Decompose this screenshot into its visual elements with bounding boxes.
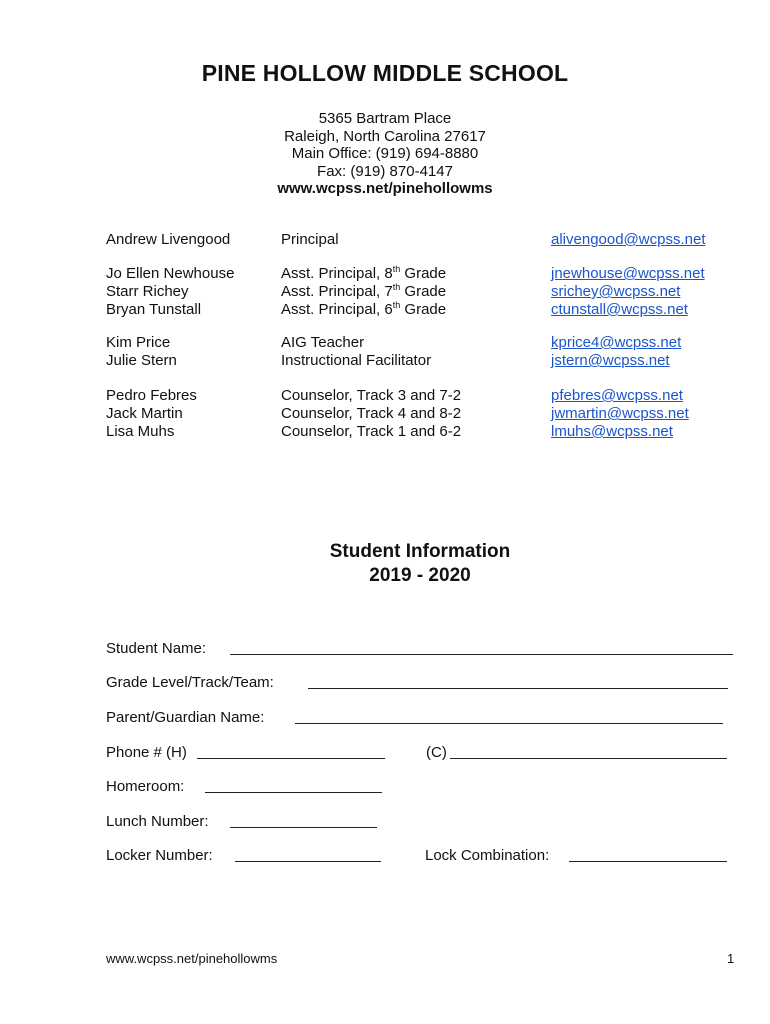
cell-phone-label: (C) xyxy=(426,744,447,761)
staff-email-link[interactable]: jnewhouse@wcpss.net xyxy=(551,265,705,282)
parent-name-label: Parent/Guardian Name: xyxy=(106,709,265,726)
staff-email-link[interactable]: jwmartin@wcpss.net xyxy=(551,405,689,422)
school-address-block xyxy=(0,110,770,198)
address-line-2: Raleigh, North Carolina 27617 xyxy=(284,127,486,145)
staff-title: Asst. Principal, 8th Grade xyxy=(281,264,447,282)
staff-title: Counselor, Track 4 and 8-2 xyxy=(281,405,462,422)
staff-title: Instructional Facilitator xyxy=(281,352,432,369)
staff-email-link[interactable]: kprice4@wcpss.net xyxy=(551,334,682,351)
staff-name: Pedro Febres xyxy=(106,387,197,404)
parent-name-field[interactable] xyxy=(295,723,723,724)
lunch-number-field[interactable] xyxy=(230,827,377,828)
staff-title: Principal xyxy=(281,231,339,248)
staff-name: Starr Richey xyxy=(106,283,189,300)
home-phone-label: Phone # (H) xyxy=(106,744,187,761)
staff-title: Asst. Principal, 7th Grade xyxy=(281,282,447,300)
locker-number-label: Locker Number: xyxy=(106,847,213,864)
staff-name: Lisa Muhs xyxy=(106,423,175,440)
main-office-phone: Main Office: (919) 694-8880 xyxy=(291,145,479,163)
grade-level-field[interactable] xyxy=(308,688,728,689)
fax-number: Fax: (919) 870-4147 xyxy=(317,162,453,180)
grade-level-label: Grade Level/Track/Team: xyxy=(106,674,274,691)
lock-combination-field[interactable] xyxy=(569,861,727,862)
staff-email-link[interactable]: ctunstall@wcpss.net xyxy=(551,301,688,318)
staff-title: AIG Teacher xyxy=(281,334,365,351)
school-year: 2019 - 2020 xyxy=(369,565,471,586)
page-number: 1 xyxy=(727,951,735,966)
lock-combination-label: Lock Combination: xyxy=(425,847,550,864)
staff-name: Andrew Livengood xyxy=(106,231,231,248)
cell-phone-field[interactable] xyxy=(450,758,727,759)
staff-name: Kim Price xyxy=(106,334,171,351)
staff-email-link[interactable]: jstern@wcpss.net xyxy=(551,352,670,369)
lunch-number-label: Lunch Number: xyxy=(106,813,209,830)
student-name-label: Student Name: xyxy=(106,640,207,657)
staff-name: Jo Ellen Newhouse xyxy=(106,265,235,282)
staff-email-link[interactable]: srichey@wcpss.net xyxy=(551,283,681,300)
staff-name: Jack Martin xyxy=(106,405,183,422)
staff-name: Julie Stern xyxy=(106,352,177,369)
student-name-field[interactable] xyxy=(230,654,733,655)
staff-title: Counselor, Track 3 and 7-2 xyxy=(281,387,462,404)
footer-url: www.wcpss.net/pinehollowms xyxy=(106,951,278,966)
school-name: PINE HOLLOW MIDDLE SCHOOL xyxy=(201,60,569,86)
home-phone-field[interactable] xyxy=(197,758,385,759)
homeroom-label: Homeroom: xyxy=(106,778,185,795)
staff-name: Bryan Tunstall xyxy=(106,301,202,318)
student-info-heading: Student Information xyxy=(329,541,511,562)
staff-title: Asst. Principal, 6th Grade xyxy=(281,300,447,318)
address-line-1: 5365 Bartram Place xyxy=(318,110,452,127)
staff-email-link[interactable]: pfebres@wcpss.net xyxy=(551,387,683,404)
staff-title: Counselor, Track 1 and 6-2 xyxy=(281,423,462,440)
staff-email-link[interactable]: lmuhs@wcpss.net xyxy=(551,423,673,440)
staff-email-link[interactable]: alivengood@wcpss.net xyxy=(551,231,706,248)
school-website[interactable]: www.wcpss.net/pinehollowms xyxy=(277,180,493,198)
locker-number-field[interactable] xyxy=(235,861,381,862)
homeroom-field[interactable] xyxy=(205,792,382,793)
